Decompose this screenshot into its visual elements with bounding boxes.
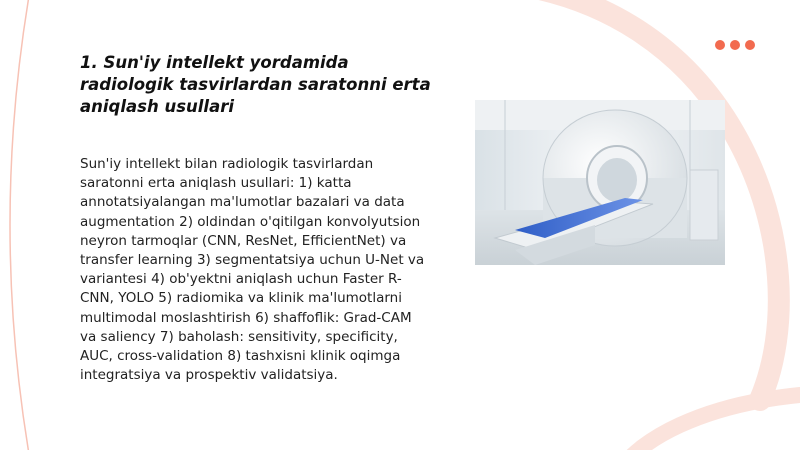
slide-body: Sun'iy intellekt bilan radiologik tasvirlardan saratonni erta aniqlash usullari: 1) katta annotatsiyalangan ma'lumotlar bazalari va data augmentation 2) oldindan o'qitilgan konvolyutsion neyron tarmoqlar (CNN, ResNet, EfficientNet) va transfer learning 3) segmentatsiya uchun U-Net va variantesi 4) ob'yektni aniqlash uchun Faster R-CNN, YOLO 5) radiomika va klinik ma'lumotlarni multimodal moslashtirish 6) shaffoflik: Grad-CAM va saliency 7) baholash: sensitivity, specificity, AUC, cross-validation 8) tashxisni klinik oqimga integratsiya va prospektiv validatsiya.: [80, 156, 425, 384]
dot-3: [745, 40, 755, 50]
dot-1: [715, 40, 725, 50]
decorative-dots: [715, 40, 755, 50]
bottom-arc: [620, 395, 800, 450]
mri-scanner-icon: [475, 100, 725, 265]
slide-title: 1. Sun'iy intellekt yordamida radiologik tasvirlardan saratonni erta aniqlash usullari: [80, 53, 431, 116]
mri-scanner-photo: [475, 100, 725, 265]
left-arc: [10, 0, 30, 450]
dot-2: [730, 40, 740, 50]
